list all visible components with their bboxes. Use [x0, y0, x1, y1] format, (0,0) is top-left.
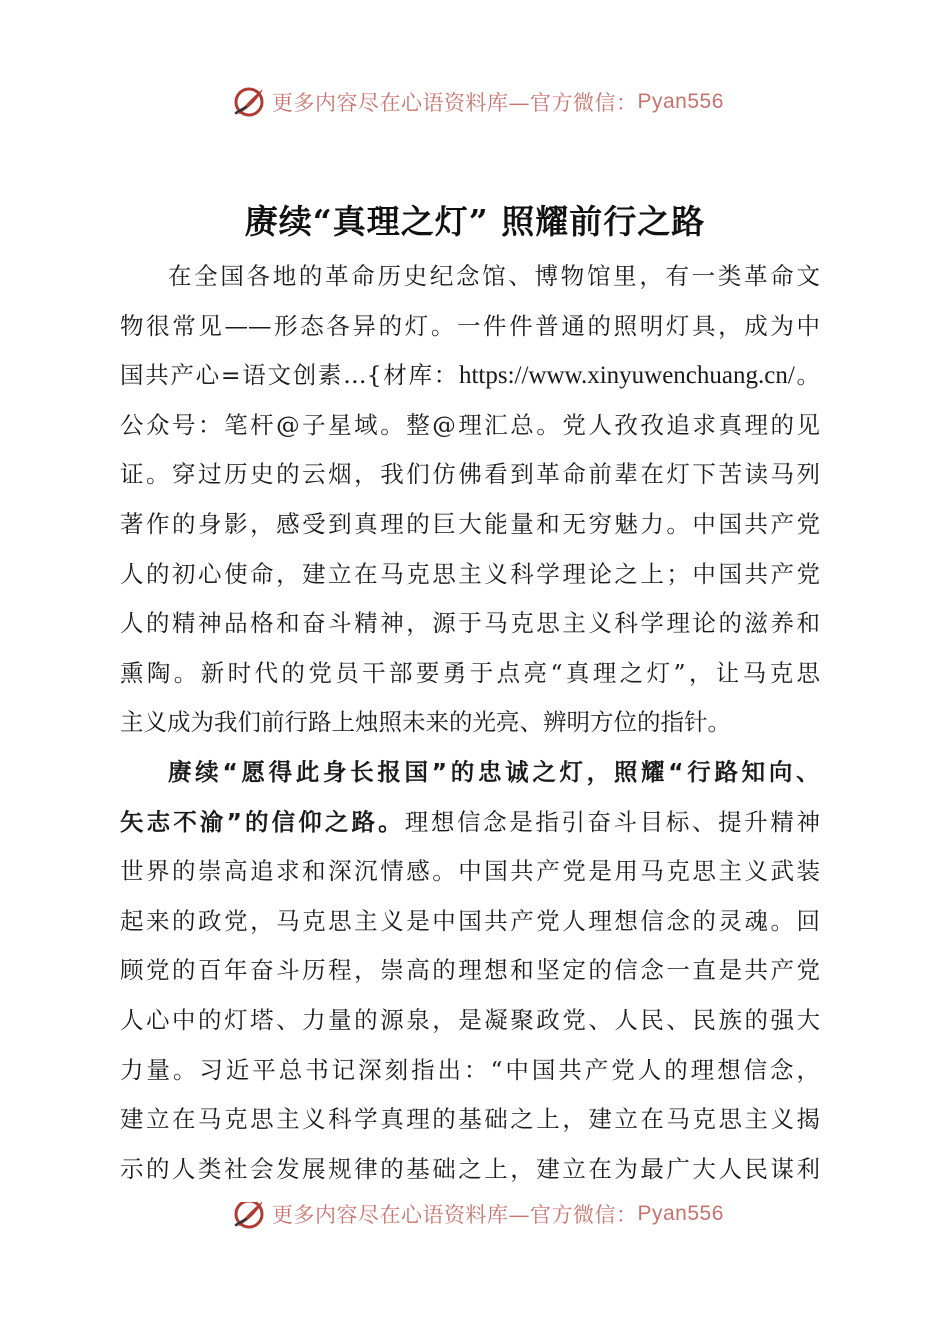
- text-line: 公众号：笔杆@子星域。整@理汇总。党人孜孜追求真理的见: [120, 410, 820, 439]
- text-line: 人的精神品格和奋斗精神，源于马克思主义科学理论的滋养和: [120, 609, 820, 638]
- bold-heading-line: 赓续“愿得此身长报国”的忠诚之灯，照耀“行路知向、: [168, 757, 820, 786]
- text-line: 起来的政党，马克思主义是中国共产党人理想信念的灵魂。回: [120, 906, 820, 935]
- text-line: 在全国各地的革命历史纪念馆、博物馆里，有一类革命文: [168, 262, 820, 290]
- text-line: 世界的崇高追求和深沉情感。中国共产党是用马克思主义武装: [120, 857, 820, 886]
- text-line-with-url: [120, 351, 820, 401]
- text-line-mixed: [120, 798, 820, 848]
- text-line: 著作的身影，感受到真理的巨大能量和无穷魅力。中国共产党: [120, 509, 820, 538]
- quill-logo-icon: [232, 1202, 266, 1231]
- text-line: 示的人类社会发展规律的基础之上，建立在为最广大人民谋利: [120, 1154, 820, 1183]
- page-title: 赓续“真理之灯” 照耀前行之路: [244, 202, 706, 241]
- watermark-handle: Pyan556: [637, 1202, 724, 1225]
- paragraph-1: [120, 252, 820, 748]
- text-line: 顾党的百年奋斗历程，崇高的理想和坚定的信念一直是共产党: [120, 956, 820, 985]
- footer-watermark: [232, 1202, 724, 1238]
- watermark-handle: Pyan556: [637, 90, 724, 113]
- text-fragment: 国共产心=语文创素…{材库：: [120, 361, 459, 390]
- bold-fragment: 矢志不渝”的信仰之路。: [120, 807, 405, 836]
- watermark-text: 更多内容尽在心语资料库—官方微信：: [272, 1203, 638, 1227]
- text-line: 熏陶。新时代的党员干部要勇于点亮“真理之灯”，让马克思: [120, 658, 820, 687]
- url-text: https://www.xinyuwenchuang.cn/: [458, 362, 795, 390]
- text-line: 建立在马克思主义科学真理的基础之上，建立在马克思主义揭: [120, 1105, 820, 1134]
- text-line: 人的初心使命，建立在马克思主义科学理论之上；中国共产党: [120, 559, 820, 588]
- paragraph-2: [120, 748, 820, 1194]
- text-line: 人心中的灯塔、力量的源泉，是凝聚政党、人民、民族的强大: [120, 1005, 820, 1034]
- article-body: [120, 252, 820, 1194]
- watermark-text: 更多内容尽在心语资料库—官方微信：: [272, 91, 638, 115]
- quill-logo-icon: [232, 85, 266, 119]
- text-line: 物很常见——形态各异的灯。一件件普通的照明灯具，成为中: [120, 311, 820, 340]
- text-fragment: 理想信念是指引奋斗目标、提升精神: [404, 807, 820, 836]
- text-fragment: 。: [794, 361, 820, 390]
- text-line: 主义成为我们前行路上烛照未来的光亮、辨明方位的指针。: [120, 708, 731, 737]
- header-watermark: [232, 82, 724, 122]
- text-line: 证。穿过历史的云烟，我们仿佛看到革命前辈在灯下苦读马列: [120, 460, 820, 489]
- text-line: 力量。习近平总书记深刻指出：“中国共产党人的理想信念，: [120, 1055, 820, 1084]
